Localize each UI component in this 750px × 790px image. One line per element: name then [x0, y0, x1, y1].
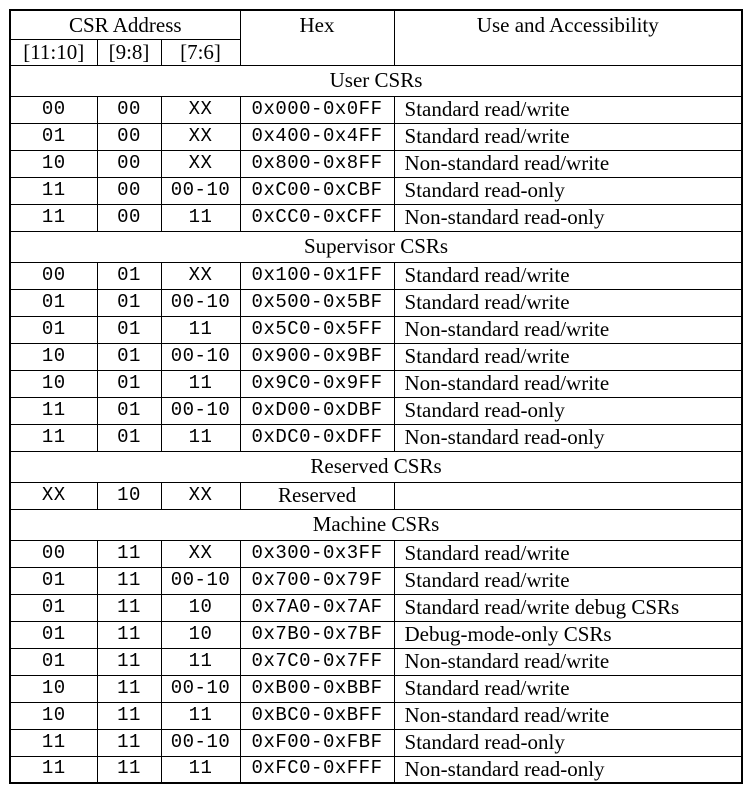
bits-9-8-cell: 01 [97, 316, 161, 343]
bits-7-6-cell: 00-10 [161, 567, 240, 594]
section-header-row [10, 65, 742, 96]
bits-9-8-cell: 00 [97, 123, 161, 150]
table-row [10, 756, 742, 783]
use-accessibility-cell: Standard read-only [394, 397, 742, 424]
use-accessibility-cell: Standard read/write [394, 262, 742, 289]
bits-7-6-cell: 00-10 [161, 177, 240, 204]
bits-9-8-cell: 00 [97, 96, 161, 123]
section-title: User CSRs [10, 65, 742, 96]
hex-range-cell: 0x7C0-0x7FF [240, 648, 394, 675]
bits-9-8-cell: 01 [97, 397, 161, 424]
use-accessibility-cell: Non-standard read/write [394, 316, 742, 343]
bits-11-10-cell: 00 [10, 262, 97, 289]
table-row [10, 702, 742, 729]
use-accessibility-cell: Standard read/write [394, 96, 742, 123]
use-accessibility-cell: Standard read/write [394, 567, 742, 594]
table-row [10, 424, 742, 451]
bits-11-10-cell: 01 [10, 316, 97, 343]
bits-9-8-cell: 11 [97, 756, 161, 783]
use-accessibility-cell: Standard read/write [394, 123, 742, 150]
bits-11-10-cell: 01 [10, 621, 97, 648]
hex-range-cell: 0x000-0x0FF [240, 96, 394, 123]
bits-11-10-cell: 01 [10, 648, 97, 675]
hex-range-cell: 0x9C0-0x9FF [240, 370, 394, 397]
use-accessibility-cell: Non-standard read-only [394, 424, 742, 451]
bits-7-6-cell: XX [161, 96, 240, 123]
bits-7-6-cell: XX [161, 540, 240, 567]
hex-range-cell: 0x7A0-0x7AF [240, 594, 394, 621]
bits-11-10-cell: 11 [10, 177, 97, 204]
table-row [10, 729, 742, 756]
bits-11-10-cell: 01 [10, 594, 97, 621]
bits-9-8-cell: 00 [97, 177, 161, 204]
bits-7-6-cell: 10 [161, 594, 240, 621]
section-title: Machine CSRs [10, 509, 742, 540]
table-row [10, 648, 742, 675]
hex-range-cell: 0x5C0-0x5FF [240, 316, 394, 343]
table-row [10, 262, 742, 289]
bits-11-10-cell: 11 [10, 204, 97, 231]
hex-range-cell: 0x500-0x5BF [240, 289, 394, 316]
header-bits-9-8: [9:8] [97, 39, 161, 65]
bits-11-10-cell: 00 [10, 96, 97, 123]
bits-9-8-cell: 01 [97, 343, 161, 370]
bits-9-8-cell: 10 [97, 482, 161, 509]
section-title: Supervisor CSRs [10, 231, 742, 262]
use-accessibility-cell: Non-standard read-only [394, 204, 742, 231]
bits-9-8-cell: 11 [97, 594, 161, 621]
bits-7-6-cell: 00-10 [161, 343, 240, 370]
bits-7-6-cell: XX [161, 482, 240, 509]
bits-11-10-cell: 10 [10, 675, 97, 702]
bits-7-6-cell: XX [161, 262, 240, 289]
bits-11-10-cell: 01 [10, 123, 97, 150]
use-accessibility-cell: Non-standard read/write [394, 370, 742, 397]
table-header [10, 10, 742, 65]
hex-range-cell: 0x300-0x3FF [240, 540, 394, 567]
hex-range-cell: 0xD00-0xDBF [240, 397, 394, 424]
table-row [10, 177, 742, 204]
hex-range-cell: 0xCC0-0xCFF [240, 204, 394, 231]
bits-11-10-cell: 11 [10, 756, 97, 783]
bits-9-8-cell: 00 [97, 150, 161, 177]
bits-7-6-cell: 00-10 [161, 397, 240, 424]
hex-range-cell: 0x7B0-0x7BF [240, 621, 394, 648]
use-accessibility-cell: Non-standard read/write [394, 150, 742, 177]
header-csr-address: CSR Address [10, 10, 240, 39]
table-row [10, 594, 742, 621]
bits-11-10-cell: 10 [10, 343, 97, 370]
hex-range-cell: 0xFC0-0xFFF [240, 756, 394, 783]
bits-7-6-cell: XX [161, 123, 240, 150]
section-header-row [10, 451, 742, 482]
bits-7-6-cell: XX [161, 150, 240, 177]
table-row [10, 482, 742, 509]
section-header-row [10, 231, 742, 262]
bits-7-6-cell: 00-10 [161, 289, 240, 316]
header-bits-11-10: [11:10] [10, 39, 97, 65]
hex-range-cell: 0x900-0x9BF [240, 343, 394, 370]
hex-range-cell: 0xDC0-0xDFF [240, 424, 394, 451]
use-accessibility-cell: Debug-mode-only CSRs [394, 621, 742, 648]
table-row [10, 123, 742, 150]
bits-11-10-cell: 00 [10, 540, 97, 567]
table-row [10, 343, 742, 370]
hex-range-cell: 0xF00-0xFBF [240, 729, 394, 756]
bits-7-6-cell: 11 [161, 648, 240, 675]
csr-table-body [10, 65, 742, 783]
use-accessibility-cell: Standard read/write debug CSRs [394, 594, 742, 621]
use-accessibility-cell: Standard read/write [394, 343, 742, 370]
use-accessibility-cell [394, 482, 742, 509]
hex-range-cell: 0x400-0x4FF [240, 123, 394, 150]
hex-range-cell: Reserved [240, 482, 394, 509]
table-row [10, 370, 742, 397]
use-accessibility-cell: Standard read-only [394, 729, 742, 756]
hex-range-cell: 0xBC0-0xBFF [240, 702, 394, 729]
bits-9-8-cell: 11 [97, 702, 161, 729]
use-accessibility-cell: Standard read/write [394, 289, 742, 316]
bits-11-10-cell: 11 [10, 397, 97, 424]
bits-9-8-cell: 01 [97, 262, 161, 289]
header-row-1 [10, 10, 742, 39]
use-accessibility-cell: Standard read-only [394, 177, 742, 204]
table-row [10, 621, 742, 648]
bits-11-10-cell: 01 [10, 567, 97, 594]
table-row [10, 675, 742, 702]
bits-7-6-cell: 11 [161, 204, 240, 231]
table-row [10, 150, 742, 177]
table-row [10, 540, 742, 567]
hex-range-cell: 0xB00-0xBBF [240, 675, 394, 702]
bits-9-8-cell: 11 [97, 648, 161, 675]
bits-7-6-cell: 11 [161, 424, 240, 451]
use-accessibility-cell: Non-standard read/write [394, 702, 742, 729]
use-accessibility-cell: Standard read/write [394, 540, 742, 567]
bits-9-8-cell: 11 [97, 675, 161, 702]
section-header-row [10, 509, 742, 540]
csr-address-mapping-table [9, 9, 743, 784]
bits-9-8-cell: 11 [97, 567, 161, 594]
bits-9-8-cell: 11 [97, 540, 161, 567]
bits-9-8-cell: 11 [97, 729, 161, 756]
bits-11-10-cell: 01 [10, 289, 97, 316]
bits-9-8-cell: 01 [97, 370, 161, 397]
hex-range-cell: 0xC00-0xCBF [240, 177, 394, 204]
bits-9-8-cell: 01 [97, 289, 161, 316]
header-bits-7-6: [7:6] [161, 39, 240, 65]
bits-7-6-cell: 00-10 [161, 729, 240, 756]
header-use-and-accessibility: Use and Accessibility [394, 10, 742, 65]
bits-9-8-cell: 01 [97, 424, 161, 451]
bits-7-6-cell: 00-10 [161, 675, 240, 702]
table-row [10, 567, 742, 594]
table-row [10, 289, 742, 316]
table-row [10, 316, 742, 343]
hex-range-cell: 0x700-0x79F [240, 567, 394, 594]
hex-range-cell: 0x800-0x8FF [240, 150, 394, 177]
bits-7-6-cell: 11 [161, 316, 240, 343]
bits-7-6-cell: 11 [161, 370, 240, 397]
bits-11-10-cell: 11 [10, 729, 97, 756]
bits-11-10-cell: XX [10, 482, 97, 509]
header-hex: Hex [240, 10, 394, 65]
bits-11-10-cell: 10 [10, 370, 97, 397]
bits-9-8-cell: 00 [97, 204, 161, 231]
table-row [10, 96, 742, 123]
bits-11-10-cell: 11 [10, 424, 97, 451]
hex-range-cell: 0x100-0x1FF [240, 262, 394, 289]
use-accessibility-cell: Standard read/write [394, 675, 742, 702]
bits-7-6-cell: 11 [161, 756, 240, 783]
bits-9-8-cell: 11 [97, 621, 161, 648]
use-accessibility-cell: Non-standard read/write [394, 648, 742, 675]
bits-11-10-cell: 10 [10, 150, 97, 177]
bits-7-6-cell: 11 [161, 702, 240, 729]
table-row [10, 204, 742, 231]
table-row [10, 397, 742, 424]
bits-11-10-cell: 10 [10, 702, 97, 729]
bits-7-6-cell: 10 [161, 621, 240, 648]
section-title: Reserved CSRs [10, 451, 742, 482]
use-accessibility-cell: Non-standard read-only [394, 756, 742, 783]
